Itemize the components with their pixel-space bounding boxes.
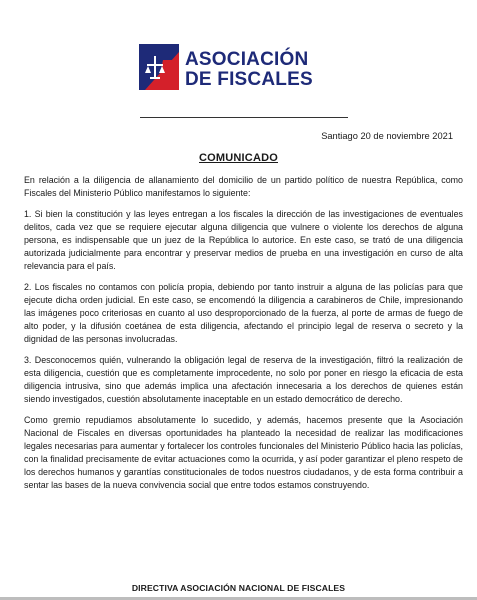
signature-line: DIRECTIVA ASOCIACIÓN NACIONAL DE FISCALES bbox=[131, 583, 346, 593]
document-title: COMUNICADO bbox=[199, 152, 278, 164]
logo-emblem-icon bbox=[137, 42, 181, 94]
closing-paragraph: Como gremio repudiamos absolutamente lo sucedido, y además, hacemos presente que la Asociación Nacional de Fiscales en diversas oportunidades ha planteado la necesidad de realizar las modificaciones legales necesarias para aumentar y fortalecer los controles funcionales del Ministerio Público hacia las policías, con la finalidad precisamente de evitar actuaciones como la ocurrida, y así poder garantizar el pleno respeto de los derechos humanos y garantías constitucionales de todos nuestros ciudadanos, y de esta forma contribuir a sentar las bases de la nueva convivencia social que entre todos estamos construyendo. bbox=[24, 415, 463, 490]
organization-logo bbox=[137, 42, 347, 100]
header-divider bbox=[140, 117, 348, 118]
point-1-paragraph: 1. Si bien la constitución y las leyes entregan a los fiscales la dirección de las investigaciones de eventuales delitos, cada vez que se requiere ejecutar alguna diligencia que vulnere o violente los derechos de alguna persona, es indispensable que un juez de la República lo autorice. En este caso, se trató de una diligencia autorizada judicialmente para encontrar y preservar medios de prueba en una investigación en curso de alta relevancia para el país. bbox=[24, 209, 463, 271]
point-3-paragraph: 3. Desconocemos quién, vulnerando la obligación legal de reserva de la investigación, filtró la realización de esta diligencia, cuestión que es completamente improcedente, no solo por poner en riesgo la eficacia de esta diligencia intrusiva, sino que además implica una afectación innecesaria a los derechos de quienes están siendo investigados, cuestión absolutamente inaceptable en un estado democrático de derecho. bbox=[24, 355, 463, 404]
org-name-line2: DE FISCALES bbox=[185, 69, 313, 90]
document-body bbox=[24, 174, 463, 500]
point-2-paragraph: 2. Los fiscales no contamos con policía propia, debiendo por tanto instruir a alguna de las policías para que ejecute dicha orden judicial. En este caso, se encomendó la diligencia a carabineros de Chile, impresionando las imágenes poco criteriosas en cuanto al uso desproporcionado de la fuerza, al porte de armas de fuego de alto poder, y la difusión coetánea de esta diligencia, afectando el principio legal de reserva o secreto y la dignidad de las personas involucradas. bbox=[24, 282, 463, 344]
document-date: Santiago 20 de noviembre 2021 bbox=[321, 131, 453, 141]
org-name-line1: ASOCIACIÓN bbox=[185, 49, 309, 70]
intro-paragraph: En relación a la diligencia de allanamiento del domicilio de un partido político de nuestra República, como Fiscales del Ministerio Público manifestamos lo siguiente: bbox=[24, 175, 463, 198]
